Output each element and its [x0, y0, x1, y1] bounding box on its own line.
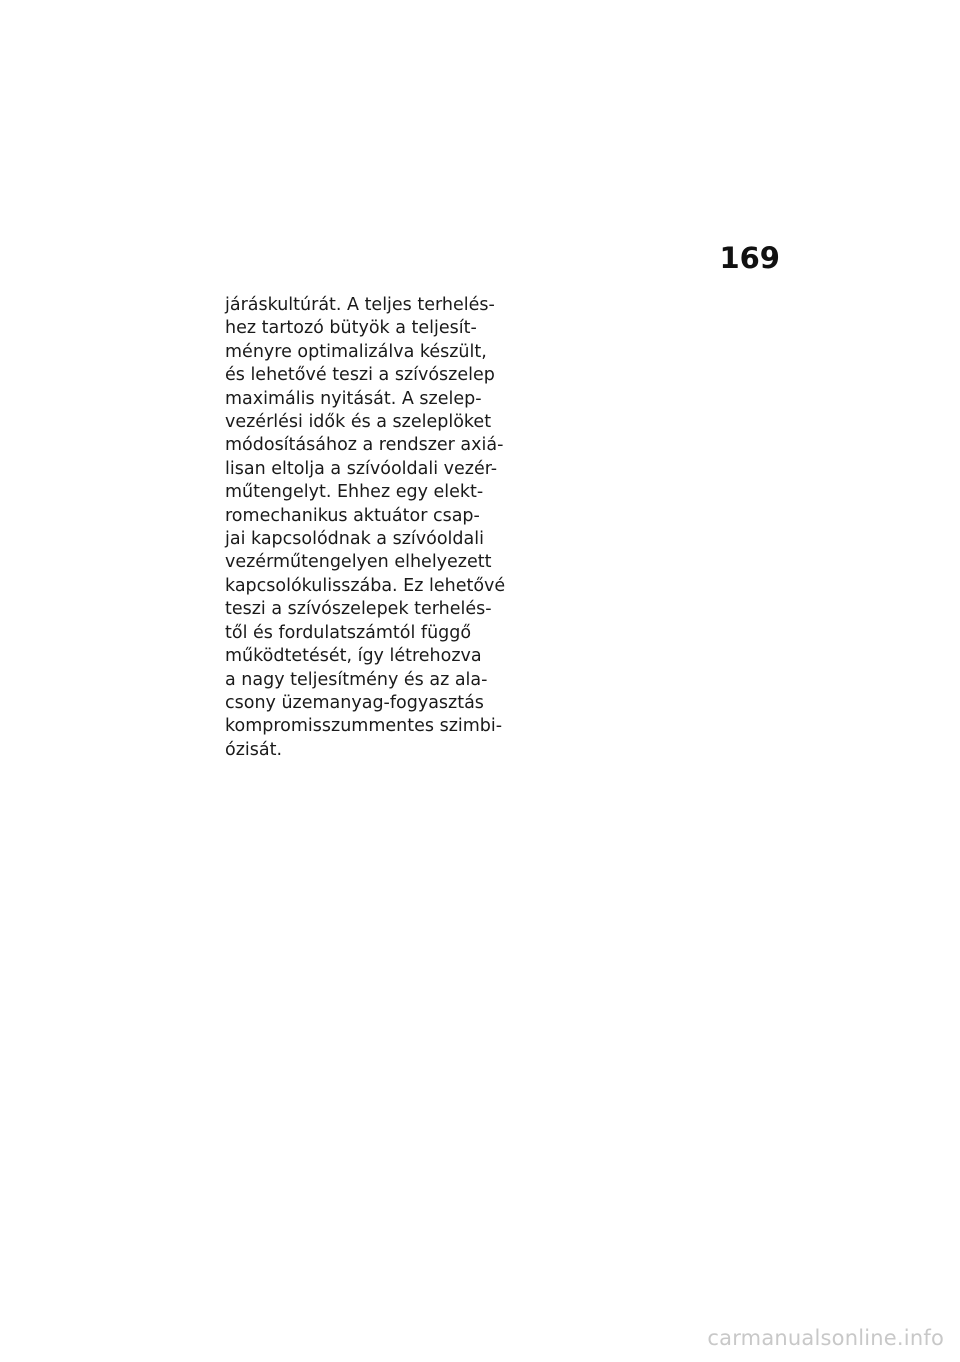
- text-line: teszi a szívószelepek terhelés-: [225, 599, 492, 620]
- text-line: műtengelyt. Ehhez egy elekt-: [225, 482, 484, 503]
- watermark: carmanualsonline.info: [707, 1326, 944, 1350]
- text-line: hez tartozó bütyök a teljesít-: [225, 318, 477, 339]
- text-line: maximális nyitását. A szelep-: [225, 388, 482, 409]
- text-line: ózisát.: [225, 739, 283, 760]
- text-line: ményre optimalizálva készült,: [225, 341, 487, 362]
- text-line: től és fordulatszámtól függő: [225, 622, 472, 643]
- text-line: csony üzemanyag-fogyasztás: [225, 692, 484, 713]
- text-line: járáskultúrát. A teljes terhelés-: [225, 295, 495, 315]
- body-paragraph: [225, 294, 525, 762]
- text-line: vezérműtengelyen elhelyezett: [225, 552, 492, 573]
- text-line: vezérlési idők és a szeleplöket: [225, 412, 492, 433]
- text-line: romechanikus aktuátor csap-: [225, 505, 480, 526]
- text-line: kapcsolókulisszába. Ez lehetővé: [225, 575, 506, 596]
- page-number: 169: [719, 241, 780, 275]
- text-line: módosításához a rendszer axiá-: [225, 435, 504, 456]
- text-line: kompromisszummentes szimbi-: [225, 716, 503, 737]
- text-line: és lehetővé teszi a szívószelep: [225, 365, 495, 386]
- text-line: jai kapcsolódnak a szívóoldali: [225, 529, 484, 550]
- text-line: a nagy teljesítmény és az ala-: [225, 669, 488, 690]
- text-line: lisan eltolja a szívóoldali vezér-: [225, 458, 498, 479]
- text-line: működtetését, így létrehozva: [225, 646, 482, 667]
